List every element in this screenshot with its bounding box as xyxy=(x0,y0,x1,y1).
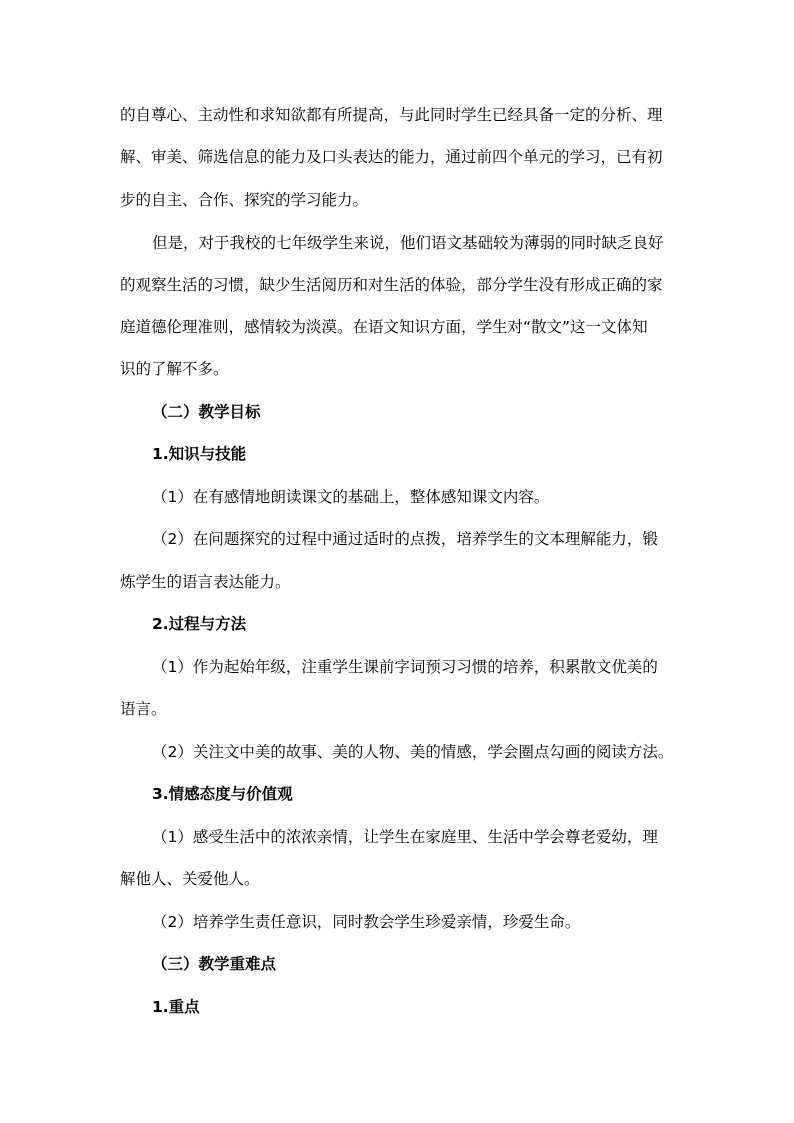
list-item-continuation: 炼学生的语言表达能力。 xyxy=(120,573,291,591)
list-item: （1）作为起始年级，注重学生课前字词预习习惯的培养，积累散文优美的 xyxy=(152,658,658,676)
list-item: （2）在问题探究的过程中通过适时的点拨，培养学生的文本理解能力，锻 xyxy=(152,530,658,548)
subsection-heading: 1.知识与技能 xyxy=(152,445,247,463)
subsection-heading: 3.情感态度与价值观 xyxy=(152,785,293,803)
subsection-heading: 1.重点 xyxy=(152,998,200,1016)
list-item: （2）关注文中美的故事、美的人物、美的情感，学会圈点勾画的阅读方法。 xyxy=(152,743,674,761)
section-heading: （二）教学目标 xyxy=(152,403,261,421)
paragraph-line: 庭道德伦理准则，感情较为淡漠。在语文知识方面，学生对“散文”这一文体知 xyxy=(120,318,648,336)
list-item-continuation: 语言。 xyxy=(120,700,167,718)
paragraph-line: 的观察生活的习惯，缺少生活阅历和对生活的体验，部分学生没有形成正确的家 xyxy=(120,276,663,294)
list-item: （1）在有感情地朗读课文的基础上，整体感知课文内容。 xyxy=(152,488,550,506)
list-item: （2）培养学生责任意识，同时教会学生珍爱亲情，珍爱生命。 xyxy=(152,913,581,931)
paragraph-line: 识的了解不多。 xyxy=(120,360,229,378)
paragraph-line: 步的自主、合作、探究的学习能力。 xyxy=(120,191,369,209)
list-item: （1）感受生活中的浓浓亲情，让学生在家庭里、生活中学会尊老爱幼，理 xyxy=(152,828,658,846)
section-heading: （三）教学重难点 xyxy=(152,955,277,973)
paragraph-line: 但是，对于我校的七年级学生来说，他们语文基础较为薄弱的同时缺乏良好 xyxy=(152,234,664,252)
subsection-heading: 2.过程与方法 xyxy=(152,615,247,633)
paragraph-line: 的自尊心、主动性和求知欲都有所提高，与此同时学生已经具备一定的分析、理 xyxy=(120,106,663,124)
paragraph-line: 解、审美、筛选信息的能力及口头表达的能力，通过前四个单元的学习，已有初 xyxy=(120,148,663,166)
list-item-continuation: 解他人、关爱他人。 xyxy=(120,870,260,888)
